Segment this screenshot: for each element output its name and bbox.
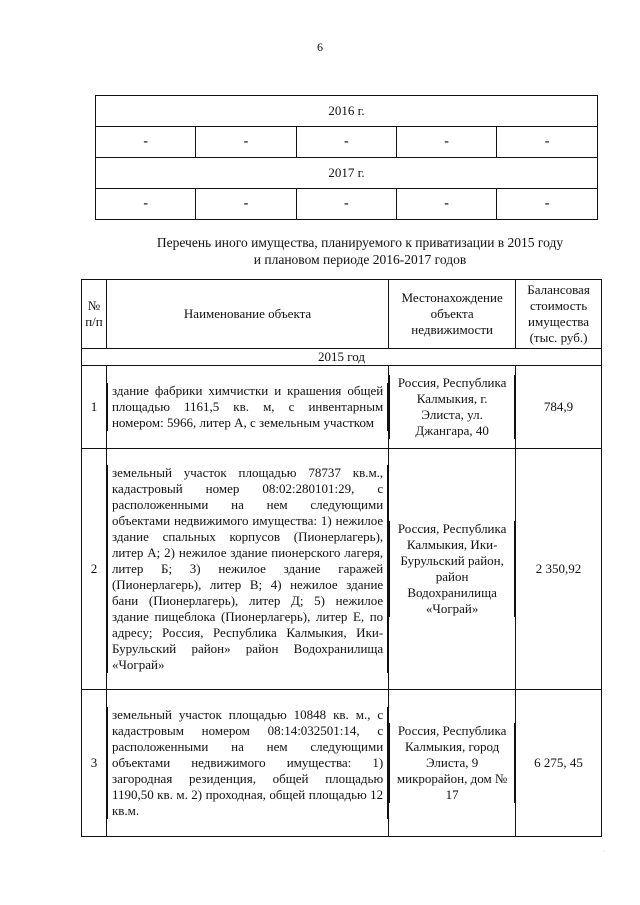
object-name: земельный участок площадью 78737 кв.м., кадастровый номер 08:02:280101:29, с расположенными на нем следующими объектами недвижимого имущества: 1) нежилое здание спальных корпусов (Пионерлагерь), литер А; 2) нежилое здание пионерского лагеря, литер Б; 3) нежилое здание гаражей (Пионерлагерь), литер В; 4) нежилое здание бани (Пионерлагерь), литер Д; 5) нежилое здание пищеблока (Пионерлагерь), литер Е, по адресу; Россия, Республика Калмыкия, Ики-Бурульский район» район Водохранилища «Чограй» [107, 465, 388, 673]
object-name: здание фабрики химчистки и крашения общей площадью 1161,5 кв. м, с инвентарным номером: 5966, литер А, с земельным участком [107, 383, 388, 431]
table-cell: - [396, 189, 496, 220]
heading-line-2: и плановом периоде 2016-2017 годов [253, 252, 467, 267]
object-value: 2 350,92 [516, 449, 602, 690]
table-row [96, 127, 598, 158]
object-location-cell [389, 449, 516, 690]
table-cell: - [396, 127, 496, 158]
year-cell-2017: 2017 г. [96, 158, 598, 189]
year-row-2016 [96, 96, 598, 127]
table-cell: - [96, 127, 196, 158]
header-num: № п/п [82, 280, 107, 349]
object-value: 784,9 [516, 366, 602, 449]
table-row [82, 366, 602, 449]
object-name-cell [106, 449, 388, 690]
year-row-2017 [96, 158, 598, 189]
object-name: земельный участок площадью 10848 кв. м., с кадастровым номером 08:14:032501:14, с расположенными на нем следующими объектами недвижимого имущества: 1) загородная резиденция, общей площадью 1190,50 кв. м. 2) проходная, общей площадью 12 кв.м. [107, 707, 388, 819]
year-cell-2015: 2015 год [82, 349, 602, 366]
row-number: 1 [82, 366, 107, 449]
object-name-cell [106, 366, 388, 449]
year-cell-2016: 2016 г. [96, 96, 598, 127]
object-location-cell [389, 690, 516, 837]
object-location: Россия, Республика Калмыкия, Ики-Бурульский район, район Водохранилища «Чограй» [389, 521, 515, 617]
object-name-cell [106, 690, 388, 837]
table-cell: - [296, 189, 396, 220]
object-location-cell [389, 366, 516, 449]
scan-mark: · [603, 849, 605, 855]
table-cell: - [497, 189, 598, 220]
header-value: Балансовая стоимость имущества (тыс. руб.) [516, 280, 602, 349]
page-number: 6 [317, 40, 323, 54]
object-location: Россия, Республика Калмыкия, город Элиста, 9 микрорайон, дом № 17 [389, 723, 515, 803]
table-cell: - [296, 127, 396, 158]
table-row [82, 690, 602, 837]
privatization-schedule-table [95, 95, 598, 220]
table-cell: - [196, 189, 296, 220]
section-heading [120, 234, 600, 268]
object-value: 6 275, 45 [516, 690, 602, 837]
table-cell: - [497, 127, 598, 158]
row-number: 2 [82, 449, 107, 690]
header-name: Наименование объекта [106, 280, 388, 349]
heading-line-1: Перечень иного имущества, планируемого к приватизации в 2015 году [156, 235, 564, 250]
header-location: Местонахождение объекта недвижимости [389, 280, 516, 349]
table-cell: - [196, 127, 296, 158]
property-list-table [81, 279, 602, 837]
year-row-2015 [82, 349, 602, 366]
table-row [82, 449, 602, 690]
table-header-row [82, 280, 602, 349]
table-row [96, 189, 598, 220]
row-number: 3 [82, 690, 107, 837]
table-cell: - [96, 189, 196, 220]
object-location: Россия, Республика Калмыкия, г. Элиста, ул. Джангара, 40 [389, 375, 515, 439]
